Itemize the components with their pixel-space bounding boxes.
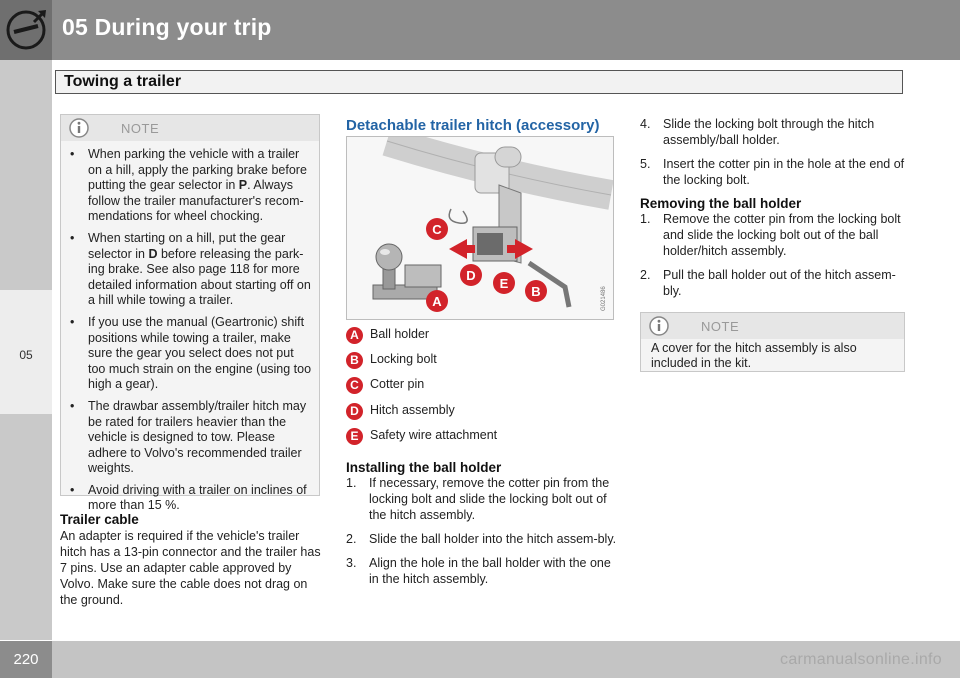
note-item: • If you use the manual (Geartronic) shift positions while towing a trailer, make sure the gear you select does not put too much strain on the engine (using too high a gear). [61,315,313,393]
callout-letter: A [432,294,442,309]
figure-code: G021486 [601,286,607,311]
callout-letter: B [531,284,541,299]
watermark: carmanualsonline.info [780,651,942,668]
callout-b [525,280,547,302]
trailer-hitch-diagram [347,137,613,319]
step-text: Pull the ball holder out of the hitch assem-bly. [663,268,896,298]
installing-heading: Installing the ball holder [346,460,502,475]
legend-text: Locking bolt [370,352,437,367]
step-item [640,211,908,259]
note-item: • Avoid driving with a trailer on inclines of more than 15 %. [61,483,313,514]
step-number: 1. [346,476,357,490]
note-label: NOTE [701,319,740,334]
step-text: Align the hole in the ball holder with the one in the hitch assembly. [369,556,611,586]
chapter-side-tab-label: 05 [19,348,33,362]
note-item: • When starting on a hill, put the gear selector in D before releasing the park-ing brake. See also page 118 for more detailed information about starting off on a hill while towing a trailer. [61,231,313,309]
step-text: Remove the cotter pin from the locking bolt and slide the locking bolt out of the ball holder/hitch assembly. [663,212,901,258]
gear-p: P [238,178,248,193]
legend-badge: C [346,377,363,394]
note-item: • The drawbar assembly/trailer hitch may be rated for trailers heavier than the vehicle is designed to tow. Please adhere to Volvo's recommended trailer weights. [61,399,313,477]
step-text: If necessary, remove the cotter pin from the locking bolt and slide the locking bolt out of the hitch assembly. [369,476,610,522]
trailer-cable-heading: Trailer cable [60,512,139,527]
legend-badge: B [346,352,363,369]
info-icon [649,316,669,336]
note-header [61,115,319,141]
note-text: A cover for the hitch assembly is also included in the kit. [651,341,857,370]
callout-letter: D [466,268,476,283]
callout-a [426,290,448,312]
step-number: 1. [640,212,651,226]
installing-steps-continued [640,116,908,188]
section-title: Towing a trailer [64,73,182,90]
legend-text: Hitch assembly [370,402,455,417]
note-list [61,141,319,520]
step-number: 3. [346,556,357,570]
step-item [640,116,908,148]
removing-heading: Removing the ball holder [640,196,802,211]
legend-badge: E [346,428,363,445]
step-number: 2. [640,268,651,282]
note-item: • When parking the vehicle with a trailer on a hill, apply the parking brake before putting the gear selector in P. Always follow the trailer manufacturer's recom-mendations for wheel chocking. [61,147,313,225]
chapter-title: 05 During your trip [62,14,272,40]
page-number: 220 [0,641,52,678]
step-item [346,475,618,523]
step-item [640,156,908,188]
note-box-cover [640,312,905,372]
step-number: 4. [640,117,651,131]
step-item [346,531,618,547]
section-title-box [55,70,903,94]
legend-badge: A [346,327,363,344]
callout-c [426,218,448,240]
step-text: Slide the locking bolt through the hitch assembly/ball holder. [663,117,875,147]
step-number: 5. [640,157,651,171]
hitch-illustration [346,136,614,320]
legend-text: Ball holder [370,327,430,341]
volvo-logo [0,0,52,60]
callout-letter: E [499,276,509,291]
callout-e [493,272,515,294]
legend-text: Cotter pin [370,377,425,392]
step-text: Slide the ball holder into the hitch assem-bly. [369,532,617,546]
legend-badge: D [346,403,363,420]
note-header [641,313,904,339]
info-icon [69,118,89,138]
chapter-side-tab [0,290,52,414]
removing-steps [640,211,908,299]
callout-d [460,264,482,286]
note-box-parking [60,114,320,513]
trailer-cable-text: An adapter is required if the vehicle's trailer hitch has a 13-pin connector and the trailer has 7 pins. Use an adapter cable approved by Volvo. Make sure the cable does not drag on the ground. [60,529,321,607]
step-number: 2. [346,532,357,546]
callout-letter: C [432,222,442,237]
installing-steps [346,475,618,587]
step-item [346,555,618,587]
note-label: NOTE [121,121,160,136]
volvo-logo-icon [4,8,48,52]
gear-d: D [148,246,158,261]
legend-text: Safety wire attachment [370,427,498,442]
step-item [640,267,908,299]
hitch-title: Detachable trailer hitch (accessory) [346,117,600,134]
step-text: Insert the cotter pin in the hole at the end of the locking bolt. [663,157,905,187]
